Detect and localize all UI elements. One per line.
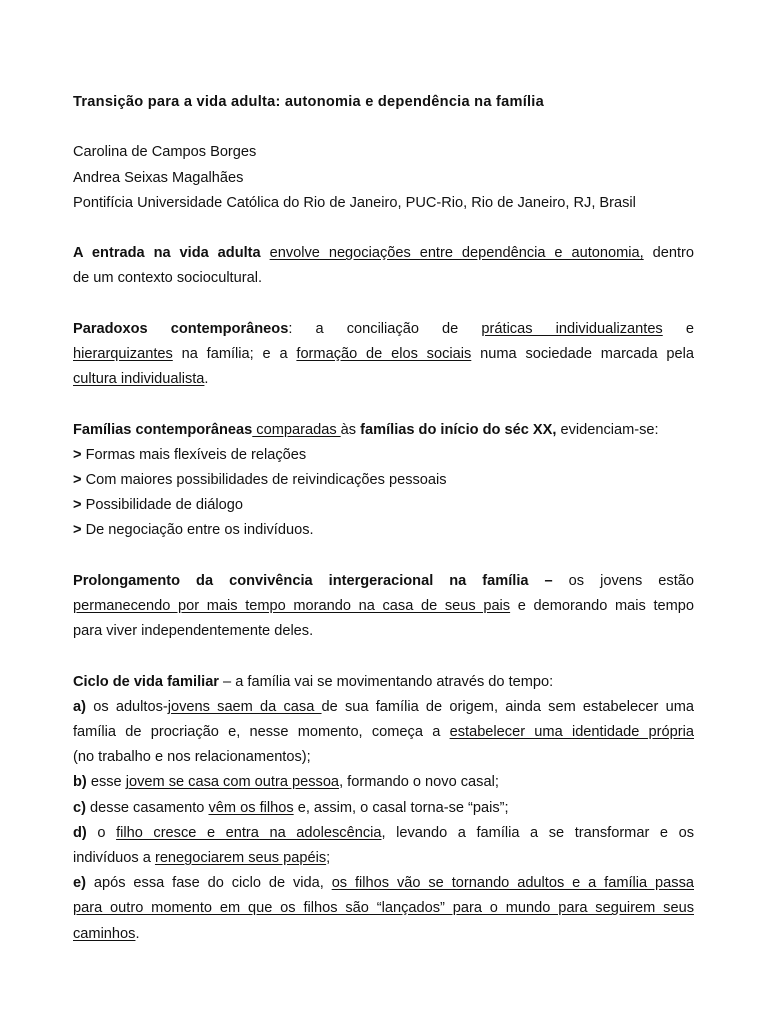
affiliation: Pontifícia Universidade Católica do Rio de Janeiro, PUC-Rio, Rio de Janeiro, RJ, Brasil bbox=[73, 194, 636, 211]
paragraph-contemporary-families: Famílias contemporâneas comparadas às famílias do início do séc XX, evidenciam-se: > Formas mais flexíveis de relações > Com maiores possibilidades de reivindicações pessoais > Possibilidade de diálogo > De negociação entre os indivíduos. bbox=[73, 418, 694, 544]
list-item: > Possibilidade de diálogo bbox=[73, 497, 243, 514]
list-item: > Com maiores possibilidades de reivindicações pessoais bbox=[73, 471, 447, 488]
document-body bbox=[73, 90, 694, 947]
author-2: Andrea Seixas Magalhães bbox=[73, 169, 244, 186]
cycle-item-a: a) os adultos-jovens saem da casa de sua família de origem, ainda sem estabelecer uma bbox=[73, 698, 694, 715]
paragraph-family-life-cycle: Ciclo de vida familiar – a família vai se movimentando através do tempo: a) os adultos-jovens saem da casa de sua família de origem, ainda sem estabelecer uma família de procriação e, nesse momento, começa a estabelecer uma identidade própria (no trabalho e nos relacionamentos); b) esse jovem se casa com outra pessoa, formando o novo casal; c) desse casamento vêm os filhos e, assim, o casal torna-se “pais”; d) o filho cresce e entra na adolescência, levando a família a se transformar e os indivíduos a renegociarem seus papéis; e) após essa fase do ciclo de vida, os filhos vão se tornando adultos e a família passa para outro momento em que os filhos são “lançados” para o mundo para seguirem seus caminhos. bbox=[73, 673, 694, 942]
cycle-item-d: d) o filho cresce e entra na adolescência, levando a família a se transformar e os bbox=[73, 824, 694, 841]
list-item: > De negociação entre os indivíduos. bbox=[73, 522, 314, 539]
author-1: Carolina de Campos Borges bbox=[73, 144, 257, 161]
cycle-item-e: e) após essa fase do ciclo de vida, os filhos vão se tornando adultos e a família passa bbox=[73, 875, 694, 892]
list-item: > Formas mais flexíveis de relações bbox=[73, 446, 307, 463]
paragraph-adult-life: A entrada na vida adulta envolve negociações entre dependência e autonomia, dentro de um contexto sociocultural. bbox=[73, 245, 694, 287]
cycle-item-b: b) esse jovem se casa com outra pessoa, formando o novo casal; bbox=[73, 774, 499, 791]
paragraph-paradoxes: Paradoxos contemporâneos: a conciliação de práticas individualizantes e hierarquizantes na família; e a formação de elos sociais numa sociedade marcada pela cultura individualista. bbox=[73, 320, 694, 388]
paragraph-prolonged-cohabitation: Prolongamento da convivência intergeracional na família – os jovens estão permanecendo por mais tempo morando na casa de seus pais e demorando mais tempo para viver independentemente deles. bbox=[73, 572, 694, 640]
cycle-item-c: c) desse casamento vêm os filhos e, assim, o casal torna-se “pais”; bbox=[73, 799, 509, 816]
document-title: Transição para a vida adulta: autonomia e dependência na família bbox=[73, 94, 544, 110]
